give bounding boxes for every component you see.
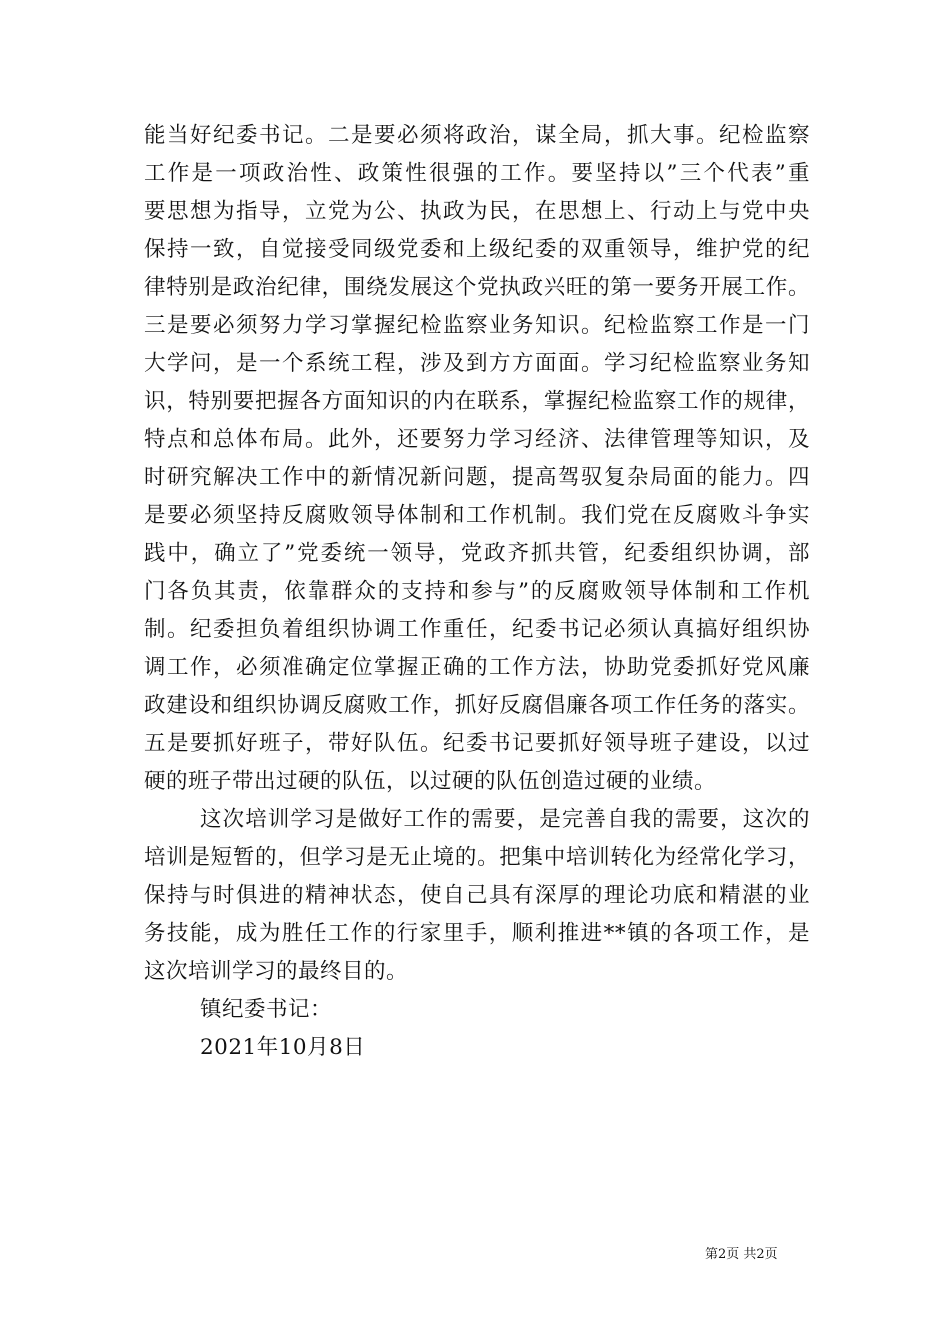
body-line: 务技能，成为胜任工作的行家里手，顺利推进**镇的各项工作，是 bbox=[144, 921, 810, 946]
date-line: 2021年10月8日 bbox=[200, 1035, 366, 1060]
body-line: 三是要必须努力学习掌握纪检监察业务知识。纪检监察工作是一门 bbox=[144, 313, 810, 338]
body-line: 这次培训学习的最终目的。 bbox=[144, 959, 409, 984]
document-body bbox=[144, 117, 810, 1067]
body-line: 保持与时俱进的精神状态，使自己具有深厚的理论功底和精湛的业 bbox=[144, 883, 810, 908]
body-line: 时研究解决工作中的新情况新问题，提高驾驭复杂局面的能力。四 bbox=[144, 465, 810, 490]
paragraph-first-line: 这次培训学习是做好工作的需要，是完善自我的需要，这次的 bbox=[200, 807, 810, 832]
body-line: 律特别是政治纪律，围绕发展这个党执政兴旺的第一要务开展工作。 bbox=[144, 275, 810, 300]
page-number: 第2页 共2页 bbox=[705, 1247, 778, 1262]
body-line: 要思想为指导，立党为公、执政为民，在思想上、行动上与党中央 bbox=[144, 199, 810, 224]
body-line: 调工作，必须准确定位掌握正确的工作方法，协助党委抓好党风廉 bbox=[144, 655, 810, 680]
body-line: 硬的班子带出过硬的队伍，以过硬的队伍创造过硬的业绩。 bbox=[144, 769, 717, 794]
body-line: 保持一致，自觉接受同级党委和上级纪委的双重领导，维护党的纪 bbox=[144, 237, 810, 262]
body-line: 门各负其责，依靠群众的支持和参与”的反腐败领导体制和工作机 bbox=[144, 579, 810, 604]
body-line: 是要必须坚持反腐败领导体制和工作机制。我们党在反腐败斗争实 bbox=[144, 503, 810, 528]
body-line: 培训是短暂的，但学习是无止境的。把集中培训转化为经常化学习， bbox=[144, 845, 810, 870]
body-line: 识，特别要把握各方面知识的内在联系，掌握纪检监察工作的规律， bbox=[144, 389, 810, 414]
body-line: 特点和总体布局。此外，还要努力学习经济、法律管理等知识，及 bbox=[144, 427, 810, 452]
body-line: 践中，确立了”党委统一领导，党政齐抓共管，纪委组织协调，部 bbox=[144, 541, 810, 566]
body-line: 大学问，是一个系统工程，涉及到方方面面。学习纪检监察业务知 bbox=[144, 351, 810, 376]
body-line: 工作是一项政治性、政策性很强的工作。要坚持以”三个代表”重 bbox=[144, 161, 810, 186]
body-line: 五是要抓好班子，带好队伍。纪委书记要抓好领导班子建设，以过 bbox=[144, 731, 810, 756]
body-line: 制。纪委担负着组织协调工作重任，纪委书记必须认真搞好组织协 bbox=[144, 617, 810, 642]
signature-line: 镇纪委书记： bbox=[200, 997, 333, 1022]
body-line: 能当好纪委书记。二是要必须将政治，谋全局，抓大事。纪检监察 bbox=[144, 123, 810, 148]
body-line: 政建设和组织协调反腐败工作，抓好反腐倡廉各项工作任务的落实。 bbox=[144, 693, 810, 718]
